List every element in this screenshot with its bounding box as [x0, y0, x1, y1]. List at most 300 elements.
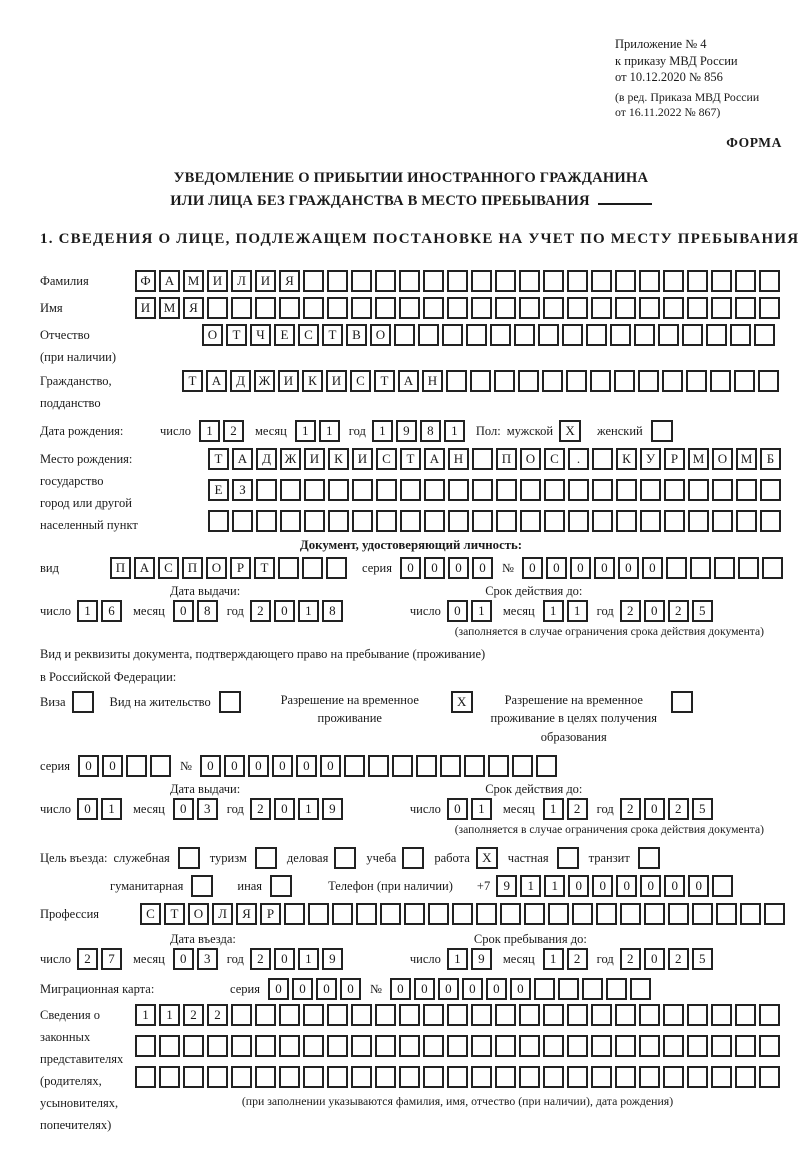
char-cell — [582, 978, 603, 1000]
entry-date-heading: Дата въезда: — [170, 931, 236, 946]
blank-underline — [598, 199, 652, 205]
char-cell: 0 — [248, 755, 269, 777]
char-cell — [231, 1035, 252, 1057]
char-cell: 0 — [570, 557, 591, 579]
checkbox-purpose-humanitarian — [191, 875, 213, 897]
birth-place-row3 — [208, 510, 784, 532]
char-cell: О — [188, 903, 209, 925]
char-cell: У — [640, 448, 661, 470]
char-cell — [376, 510, 397, 532]
identity-expiry-month — [543, 600, 591, 622]
birth-place-row2 — [208, 479, 784, 501]
char-cell — [566, 370, 587, 392]
identity-issue-heading: Дата выдачи: — [170, 583, 241, 598]
given-name-cells — [135, 297, 783, 319]
char-cell: 9 — [396, 420, 417, 442]
identity-expiry-heading: Срок действия до: — [485, 583, 583, 598]
char-cell — [399, 1066, 420, 1088]
char-cell: Е — [208, 479, 229, 501]
representatives-row2 — [135, 1035, 783, 1057]
char-cell — [231, 1066, 252, 1088]
char-cell — [590, 370, 611, 392]
char-cell: М — [688, 448, 709, 470]
char-cell — [351, 297, 372, 319]
char-cell: 2 — [620, 948, 641, 970]
char-cell: С — [376, 448, 397, 470]
char-cell: Ч — [250, 324, 271, 346]
char-cell — [495, 1004, 516, 1026]
char-cell — [452, 903, 473, 925]
char-cell: 0 — [592, 875, 613, 897]
checkbox-residence-permit — [219, 691, 241, 713]
char-cell — [284, 903, 305, 925]
char-cell — [712, 510, 733, 532]
char-cell — [567, 1066, 588, 1088]
char-cell — [375, 297, 396, 319]
char-cell: 0 — [594, 557, 615, 579]
char-cell — [543, 270, 564, 292]
char-cell: И — [255, 270, 276, 292]
residence-doc-options-row — [40, 691, 800, 747]
residence-date-headings — [40, 781, 782, 798]
char-cell — [735, 270, 756, 292]
char-cell — [639, 270, 660, 292]
char-cell — [616, 510, 637, 532]
char-cell — [734, 370, 755, 392]
char-cell: 0 — [486, 978, 507, 1000]
char-cell — [423, 270, 444, 292]
char-cell — [448, 479, 469, 501]
char-cell: С — [350, 370, 371, 392]
form-title — [40, 167, 782, 213]
char-cell: А — [232, 448, 253, 470]
month-label: месяц — [133, 951, 165, 966]
char-cell: М — [736, 448, 757, 470]
migration-series-label: серия — [230, 981, 260, 996]
residence-number-label: № — [179, 758, 192, 773]
char-cell: О — [520, 448, 541, 470]
char-cell — [440, 755, 461, 777]
char-cell — [471, 270, 492, 292]
char-cell — [278, 557, 299, 579]
char-cell — [592, 448, 613, 470]
checkbox-purpose-transit — [638, 847, 660, 869]
char-cell — [404, 903, 425, 925]
char-cell — [135, 1066, 156, 1088]
char-cell: 0 — [400, 557, 421, 579]
residence-series-label: серия — [40, 758, 70, 773]
char-cell — [327, 270, 348, 292]
char-cell: Д — [256, 448, 277, 470]
char-cell: Т — [322, 324, 343, 346]
char-cell — [423, 1004, 444, 1026]
char-cell — [375, 270, 396, 292]
char-cell — [447, 270, 468, 292]
char-cell — [380, 903, 401, 925]
char-cell: О — [370, 324, 391, 346]
checkbox-purpose-other — [270, 875, 292, 897]
purpose-work-label: работа — [434, 850, 470, 865]
year-label: год — [596, 951, 614, 966]
residence-number-cells — [200, 755, 560, 777]
char-cell: 2 — [250, 600, 271, 622]
char-cell — [668, 903, 689, 925]
residence-issue-month — [173, 798, 221, 820]
char-cell: 0 — [292, 978, 313, 1000]
char-cell — [375, 1066, 396, 1088]
char-cell — [399, 270, 420, 292]
char-cell — [399, 1035, 420, 1057]
char-cell — [620, 903, 641, 925]
birth-place-row1 — [208, 448, 784, 470]
entry-month — [173, 948, 221, 970]
char-cell: 0 — [200, 755, 221, 777]
char-cell: 0 — [224, 755, 245, 777]
char-cell: 0 — [173, 948, 194, 970]
char-cell — [447, 297, 468, 319]
char-cell — [488, 755, 509, 777]
char-cell: 5 — [692, 600, 713, 622]
surname-label: Фамилия — [40, 273, 89, 288]
char-cell — [400, 510, 421, 532]
char-cell: 0 — [642, 557, 663, 579]
char-cell: 0 — [77, 798, 98, 820]
char-cell — [536, 755, 557, 777]
char-cell — [279, 1066, 300, 1088]
char-cell: П — [110, 557, 131, 579]
char-cell — [303, 1004, 324, 1026]
char-cell — [495, 1035, 516, 1057]
char-cell: А — [206, 370, 227, 392]
char-cell — [711, 1004, 732, 1026]
char-cell: Р — [230, 557, 251, 579]
birth-day-cells — [199, 420, 247, 442]
char-cell: 1 — [319, 420, 340, 442]
char-cell: 0 — [448, 557, 469, 579]
char-cell: 3 — [197, 948, 218, 970]
year-label: год — [596, 603, 614, 618]
year-label: год — [348, 423, 366, 438]
char-cell — [447, 1066, 468, 1088]
char-cell — [392, 755, 413, 777]
char-cell — [762, 557, 783, 579]
birth-place-labels: Место рождения: государство город или другой населенный пункт — [40, 451, 138, 532]
char-cell — [471, 1004, 492, 1026]
appendix-line: от 10.12.2020 № 856 — [615, 70, 723, 84]
residence-series-cells — [78, 755, 174, 777]
stay-until-heading: Срок пребывания до: — [473, 931, 587, 946]
char-cell: Я — [279, 270, 300, 292]
char-cell: Т — [254, 557, 275, 579]
char-cell: А — [134, 557, 155, 579]
char-cell: И — [304, 448, 325, 470]
char-cell — [567, 270, 588, 292]
month-label: месяц — [502, 603, 535, 618]
char-cell: . — [568, 448, 589, 470]
char-cell — [754, 324, 775, 346]
char-cell: 2 — [668, 600, 689, 622]
entry-dates-row — [40, 948, 800, 970]
char-cell — [279, 297, 300, 319]
identity-expiry-note: (заполняется в случае ограничения срока действия документа) — [454, 624, 764, 638]
residence-expiry-heading: Срок действия до: — [485, 781, 583, 796]
char-cell — [682, 324, 703, 346]
char-cell: 0 — [390, 978, 411, 1000]
char-cell — [424, 510, 445, 532]
entry-year — [250, 948, 346, 970]
char-cell: 2 — [567, 798, 588, 820]
char-cell — [376, 479, 397, 501]
char-cell: 1 — [543, 948, 564, 970]
identity-dates-row — [40, 600, 800, 622]
char-cell: Н — [422, 370, 443, 392]
char-cell — [418, 324, 439, 346]
char-cell — [183, 1066, 204, 1088]
char-cell — [327, 1066, 348, 1088]
char-cell — [738, 557, 759, 579]
profession-label: Профессия — [40, 906, 100, 921]
char-cell — [664, 510, 685, 532]
char-cell — [207, 297, 228, 319]
char-cell: Ж — [254, 370, 275, 392]
identity-number-label: № — [501, 560, 514, 575]
stay-month — [543, 948, 591, 970]
identity-issue-month — [173, 600, 221, 622]
char-cell: 1 — [544, 875, 565, 897]
identity-expiry-day — [447, 600, 495, 622]
char-cell — [394, 324, 415, 346]
char-cell: 1 — [372, 420, 393, 442]
char-cell — [514, 324, 535, 346]
char-cell — [519, 1066, 540, 1088]
identity-number-cells — [522, 557, 786, 579]
day-label: число — [409, 951, 441, 966]
char-cell — [400, 479, 421, 501]
char-cell — [423, 1035, 444, 1057]
char-cell — [207, 1066, 228, 1088]
char-cell: 1 — [471, 600, 492, 622]
representatives-row1 — [135, 1004, 783, 1026]
char-cell: 0 — [568, 875, 589, 897]
char-cell — [572, 903, 593, 925]
char-cell — [639, 1066, 660, 1088]
char-cell: 2 — [620, 600, 641, 622]
char-cell: 0 — [447, 798, 468, 820]
given-name-row — [40, 297, 800, 319]
char-cell: Е — [274, 324, 295, 346]
char-cell — [688, 510, 709, 532]
char-cell: 0 — [618, 557, 639, 579]
char-cell — [495, 297, 516, 319]
char-cell — [663, 297, 684, 319]
char-cell — [256, 510, 277, 532]
char-cell: 9 — [322, 948, 343, 970]
char-cell: 0 — [616, 875, 637, 897]
char-cell: 0 — [688, 875, 709, 897]
char-cell — [231, 297, 252, 319]
checkbox-temp-residence-education — [671, 691, 693, 713]
section1-heading: 1. СВЕДЕНИЯ О ЛИЦЕ, ПОДЛЕЖАЩЕМ ПОСТАНОВКЕ НА УЧЕТ ПО МЕСТУ ПРЕБЫВАНИЯ — [40, 230, 800, 247]
char-cell: О — [202, 324, 223, 346]
char-cell — [544, 510, 565, 532]
char-cell: 1 — [543, 600, 564, 622]
char-cell — [562, 324, 583, 346]
char-cell — [399, 1004, 420, 1026]
char-cell — [519, 1004, 540, 1026]
char-cell: 0 — [340, 978, 361, 1000]
stay-year — [620, 948, 716, 970]
char-cell — [687, 1066, 708, 1088]
char-cell — [519, 1035, 540, 1057]
char-cell — [496, 479, 517, 501]
char-cell: Р — [260, 903, 281, 925]
identity-kind-label: вид — [40, 560, 59, 575]
char-cell: И — [278, 370, 299, 392]
identity-expiry-year — [620, 600, 716, 622]
char-cell: 7 — [101, 948, 122, 970]
char-cell: А — [159, 270, 180, 292]
char-cell — [351, 1035, 372, 1057]
char-cell: Л — [231, 270, 252, 292]
char-cell — [558, 978, 579, 1000]
char-cell — [280, 510, 301, 532]
char-cell — [716, 903, 737, 925]
year-label: год — [596, 801, 614, 816]
char-cell — [351, 270, 372, 292]
char-cell — [416, 755, 437, 777]
profession-cells — [140, 903, 788, 925]
char-cell — [760, 510, 781, 532]
char-cell — [658, 324, 679, 346]
char-cell: 2 — [620, 798, 641, 820]
char-cell — [591, 297, 612, 319]
appendix-line: к приказу МВД России — [615, 53, 738, 68]
identity-issue-year — [250, 600, 346, 622]
char-cell — [520, 510, 541, 532]
char-cell — [279, 1035, 300, 1057]
char-cell — [518, 370, 539, 392]
char-cell: 0 — [640, 875, 661, 897]
char-cell: 0 — [274, 600, 295, 622]
char-cell — [494, 370, 515, 392]
char-cell: К — [328, 448, 349, 470]
checkbox-purpose-work: X — [476, 847, 498, 869]
char-cell: 1 — [298, 948, 319, 970]
char-cell: Н — [448, 448, 469, 470]
char-cell: С — [298, 324, 319, 346]
char-cell — [690, 557, 711, 579]
char-cell — [736, 510, 757, 532]
char-cell: Т — [226, 324, 247, 346]
char-cell — [304, 479, 325, 501]
sex-male-label: мужской — [506, 423, 554, 438]
residence-expiry-month — [543, 798, 591, 820]
char-cell: 8 — [322, 600, 343, 622]
char-cell: 0 — [274, 948, 295, 970]
char-cell: А — [398, 370, 419, 392]
entry-date-headings — [40, 931, 782, 948]
char-cell: Т — [182, 370, 203, 392]
residence-expiry-note: (заполняется в случае ограничения срока действия документа) — [454, 822, 764, 836]
form-title-line2: ИЛИ ЛИЦА БЕЗ ГРАЖДАНСТВА В МЕСТО ПРЕБЫВАНИЯ — [40, 190, 782, 213]
char-cell — [639, 297, 660, 319]
char-cell: 0 — [546, 557, 567, 579]
char-cell — [592, 510, 613, 532]
birth-place-cell-rows — [208, 448, 800, 532]
day-label: число — [409, 603, 441, 618]
stay-day — [447, 948, 495, 970]
char-cell — [490, 324, 511, 346]
char-cell — [520, 479, 541, 501]
forma-label: ФОРМА — [726, 134, 782, 150]
char-cell — [356, 903, 377, 925]
year-label: год — [226, 603, 244, 618]
char-cell: С — [158, 557, 179, 579]
char-cell — [352, 479, 373, 501]
citizenship-row — [40, 370, 800, 414]
char-cell — [759, 1035, 780, 1057]
char-cell — [663, 1004, 684, 1026]
char-cell — [255, 1004, 276, 1026]
purpose-humanitarian-label: гуманитарная — [110, 878, 184, 893]
char-cell — [472, 510, 493, 532]
day-label: число — [160, 423, 192, 438]
char-cell — [615, 270, 636, 292]
char-cell — [304, 510, 325, 532]
given-name-label: Имя — [40, 300, 63, 315]
char-cell — [592, 479, 613, 501]
char-cell: 9 — [496, 875, 517, 897]
appendix-reference — [615, 36, 800, 121]
char-cell: 0 — [272, 755, 293, 777]
char-cell: 2 — [183, 1004, 204, 1026]
char-cell — [663, 1035, 684, 1057]
amendment-line: от 16.11.2022 № 867) — [615, 105, 721, 120]
char-cell — [663, 270, 684, 292]
identity-series-cells — [400, 557, 496, 579]
char-cell — [524, 903, 545, 925]
char-cell — [327, 297, 348, 319]
char-cell: 1 — [567, 600, 588, 622]
month-label: месяц — [133, 801, 165, 816]
char-cell — [302, 557, 323, 579]
char-cell — [423, 1066, 444, 1088]
identity-doc-row — [40, 557, 800, 579]
char-cell — [740, 903, 761, 925]
char-cell: П — [182, 557, 203, 579]
char-cell — [544, 479, 565, 501]
char-cell — [464, 755, 485, 777]
purpose-private-label: частная — [507, 850, 549, 865]
char-cell — [686, 370, 707, 392]
char-cell: 2 — [250, 798, 271, 820]
representatives-cell-rows — [135, 1004, 800, 1109]
purpose-business-label: деловая — [286, 850, 329, 865]
char-cell: Д — [230, 370, 251, 392]
char-cell — [706, 324, 727, 346]
char-cell: 9 — [322, 798, 343, 820]
char-cell — [615, 1066, 636, 1088]
char-cell — [663, 1066, 684, 1088]
char-cell — [496, 510, 517, 532]
char-cell — [495, 270, 516, 292]
form-title-line1: УВЕДОМЛЕНИЕ О ПРИБЫТИИ ИНОСТРАННОГО ГРАЖДАНИНА — [173, 169, 649, 186]
patronymic-cells — [202, 324, 778, 346]
char-cell: 0 — [462, 978, 483, 1000]
residence-expiry-year — [620, 798, 716, 820]
char-cell: Л — [212, 903, 233, 925]
char-cell: О — [712, 448, 733, 470]
